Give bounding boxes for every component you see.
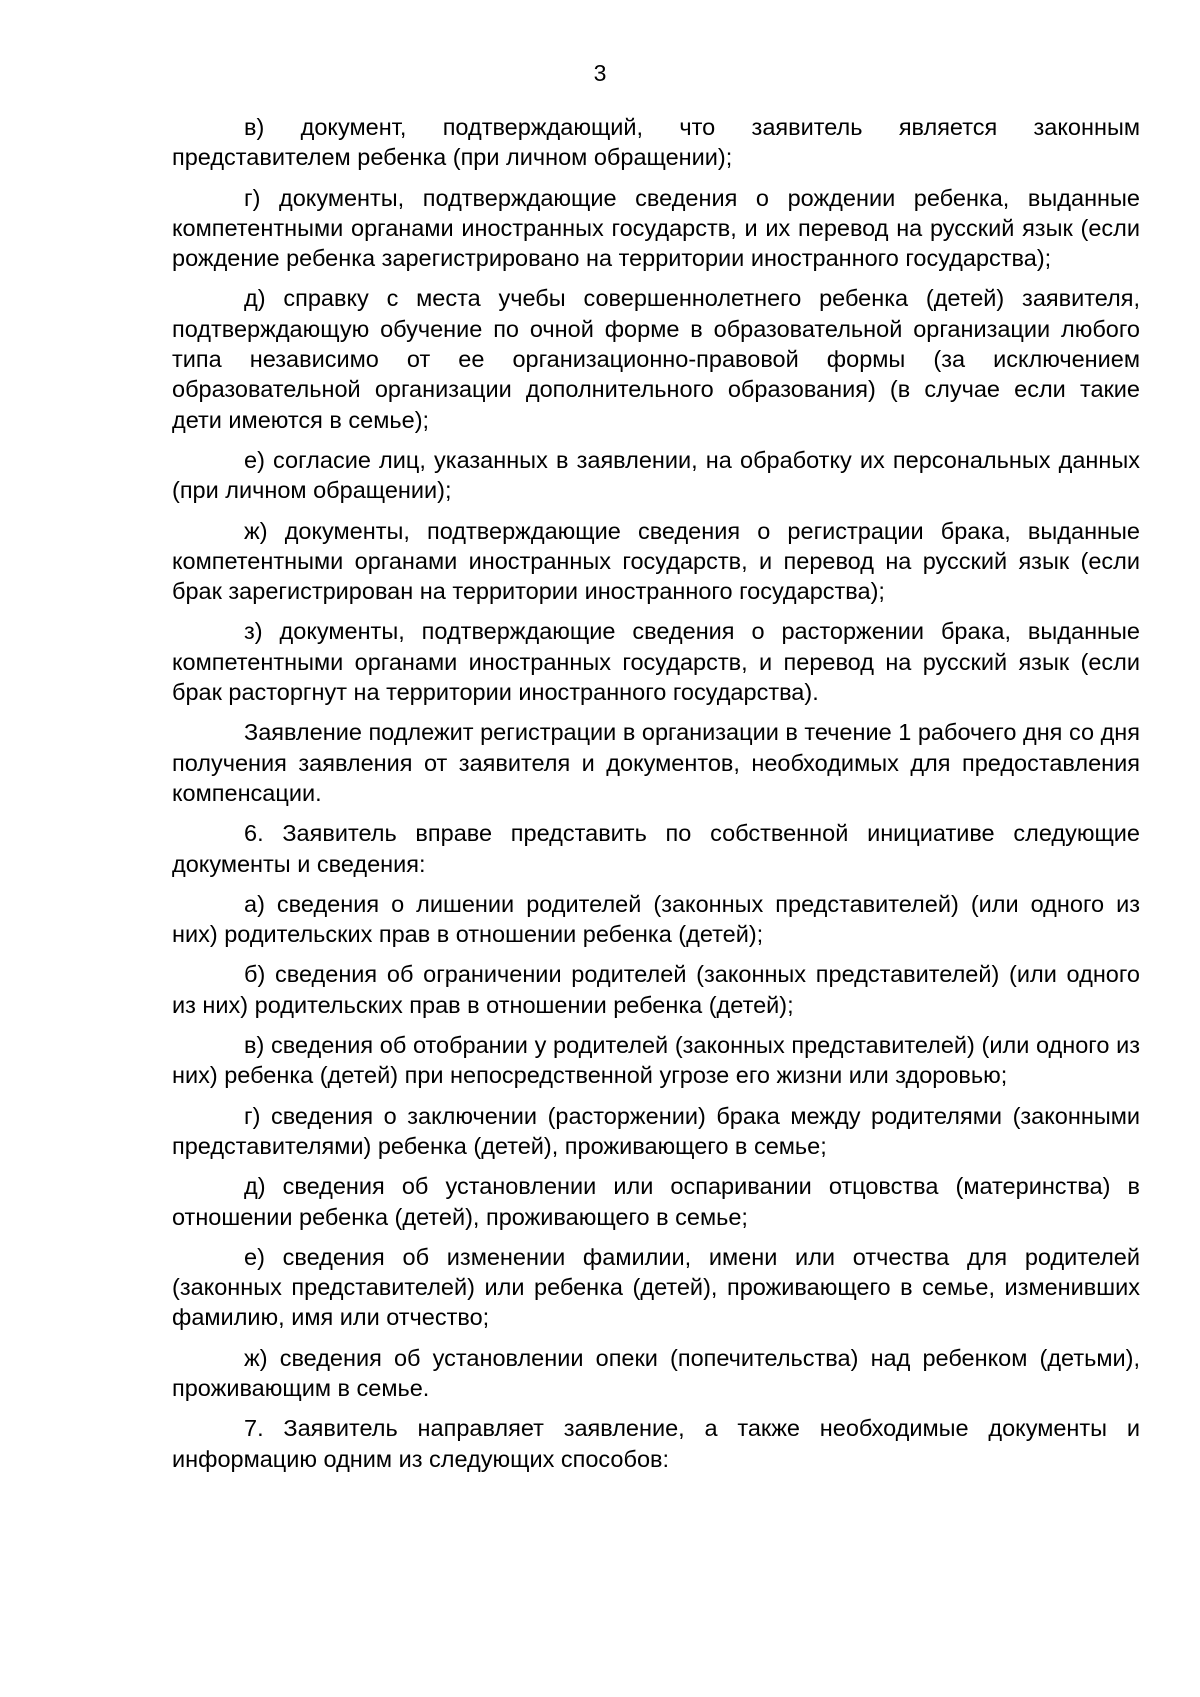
paragraph-g-marriage-info: г) сведения о заключении (расторжении) брака между родителями (законными представителями) ребенка (детей), проживающего в семье; — [172, 1102, 1140, 1159]
paragraph-g-birth-documents: г) документы, подтверждающие сведения о рождении ребенка, выданные компетентными органами иностранных государств, и их перевод на русский язык (если рождение ребенка зарегистрировано на территории иностранного государства); — [172, 184, 1140, 272]
paragraph-b-restriction-rights: б) сведения об ограничении родителей (законных представителей) (или одного из них) родительских прав в отношении ребенка (детей); — [172, 961, 1140, 1018]
paragraph-v-child-removal: в) сведения об отобрании у родителей (законных представителей) (или одного из них) ребенка (детей) при непосредственной угрозе его жизни или здоровью; — [172, 1032, 1140, 1089]
document-body — [172, 112, 1140, 1484]
paragraph-registration-term: Заявление подлежит регистрации в организации в течение 1 рабочего дня со дня получения заявления от заявителя и документов, необходимых для предоставления компенсации. — [172, 719, 1140, 806]
paragraph-z-divorce-documents: з) документы, подтверждающие сведения о расторжении брака, выданные компетентными органами иностранных государств, и перевод на русский язык (если брак расторгнут на территории иностранного государства). — [172, 618, 1140, 706]
page-number: 3 — [593, 60, 607, 86]
paragraph-v-legal-representative: в) документ, подтверждающий, что заявитель является законным представителем ребенка (при личном обращении); — [172, 114, 1140, 171]
paragraph-zh-guardianship: ж) сведения об установлении опеки (попечительства) над ребенком (детьми), проживающим в семье. — [172, 1344, 1140, 1401]
paragraph-7-submission-methods: 7. Заявитель направляет заявление, а также необходимые документы и информацию одним из следующих способов: — [172, 1415, 1140, 1472]
paragraph-d-paternity: д) сведения об установлении или оспаривании отцовства (материнства) в отношении ребенка (детей), проживающего в семье; — [172, 1173, 1140, 1230]
paragraph-6-optional-documents: 6. Заявитель вправе представить по собственной инициативе следующие документы и сведения: — [172, 820, 1140, 877]
paragraph-a-deprivation-rights: а) сведения о лишении родителей (законных представителей) (или одного из них) родительских прав в отношении ребенка (детей); — [172, 890, 1140, 948]
paragraph-d-study-certificate: д) справку с места учебы совершеннолетнего ребенка (детей) заявителя, подтверждающую обучение по очной форме в образовательной организации любого типа независимо от ее организационно-правовой формы (за исключением образовательной организации дополнительного образования) (в случае если такие дети имеются в семье); — [172, 285, 1140, 433]
paragraph-zh-marriage-documents: ж) документы, подтверждающие сведения о регистрации брака, выданные компетентными органами иностранных государств, и перевод на русский язык (если брак зарегистрирован на территории иностранного государства); — [172, 517, 1140, 605]
paragraph-e-data-consent: е) согласие лиц, указанных в заявлении, на обработку их персональных данных (при личном обращении); — [172, 446, 1140, 504]
paragraph-e-name-change: е) сведения об изменении фамилии, имени или отчества для родителей (законных представителей) или ребенка (детей), проживающего в семье, изменивших фамилию, имя или отчество; — [172, 1243, 1140, 1331]
